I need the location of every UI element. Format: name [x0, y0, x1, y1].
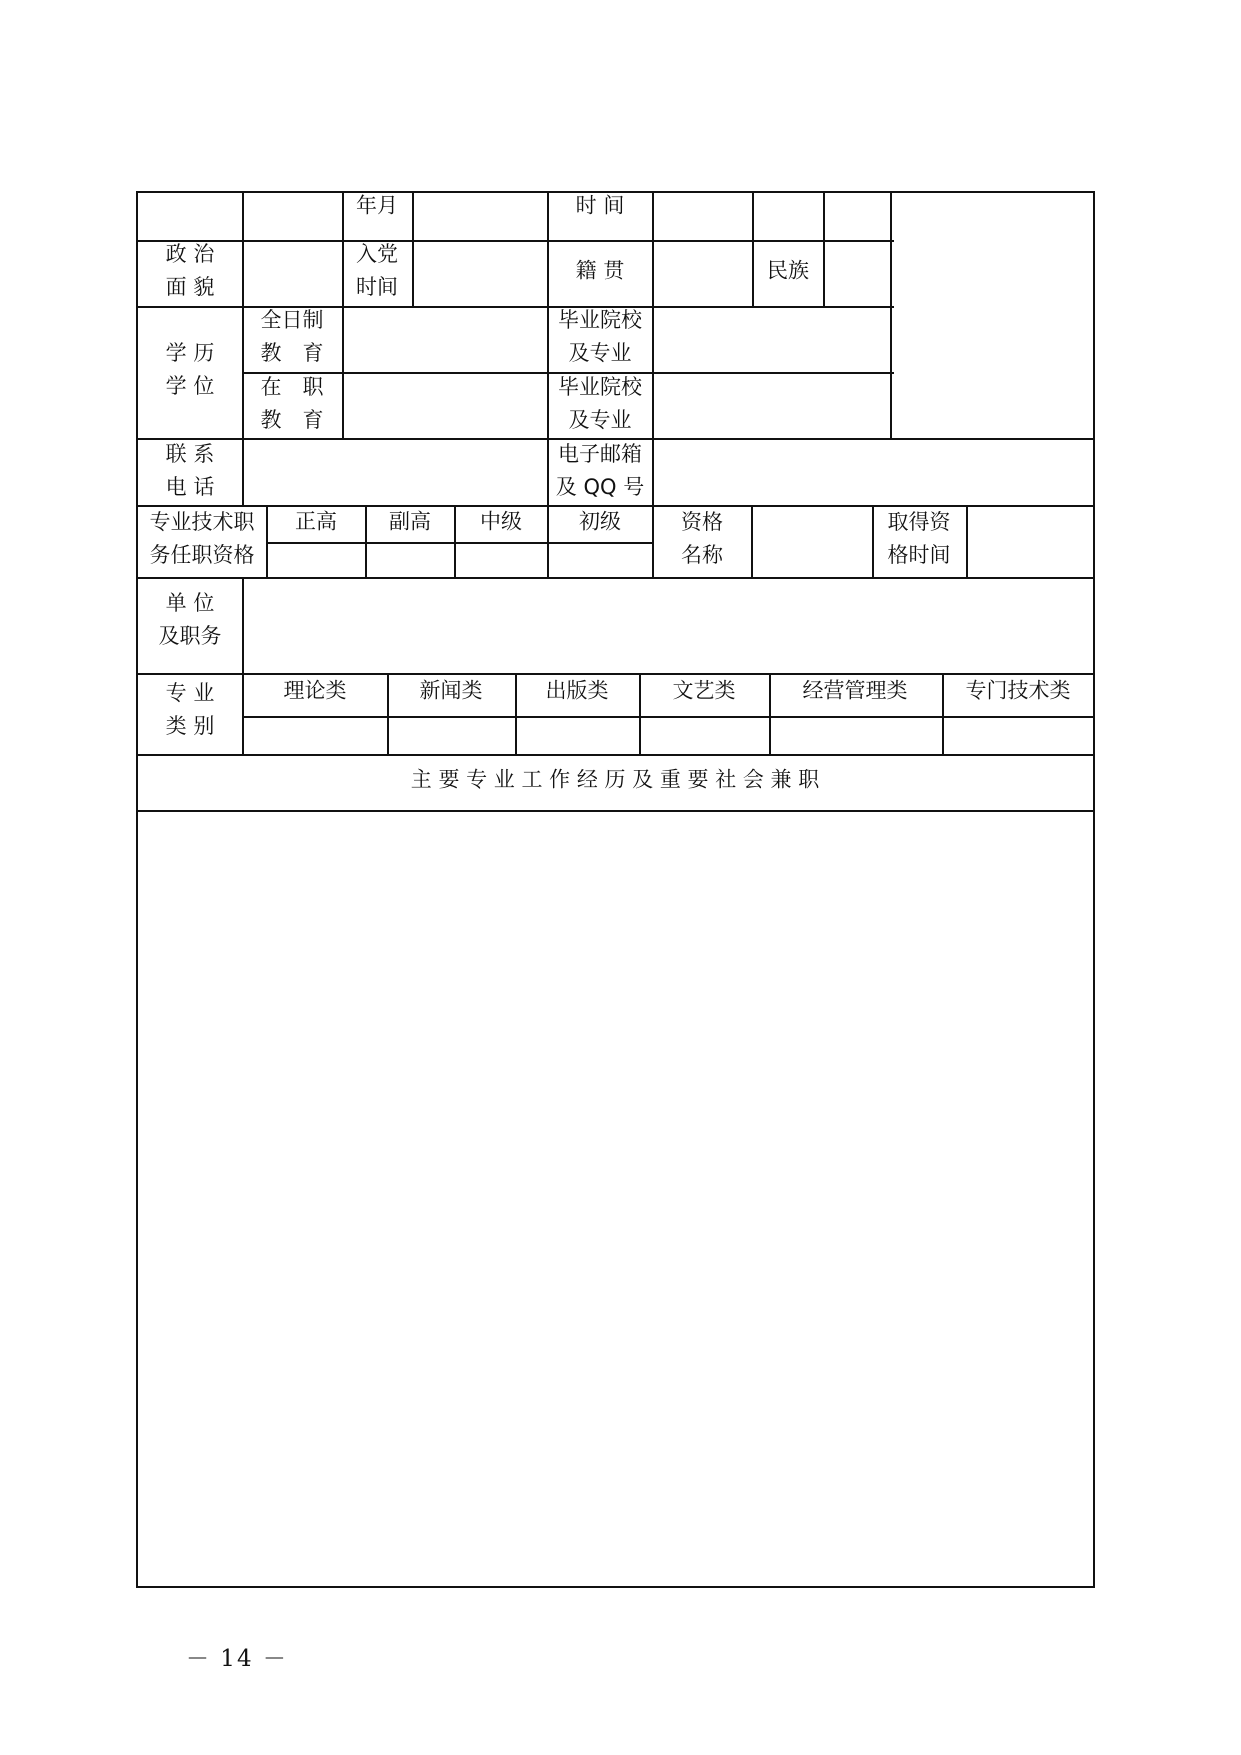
category-management: 经营管理类: [802, 678, 908, 703]
col-line: [751, 505, 753, 577]
category-news: 新闻类: [419, 678, 483, 703]
category-technical: 专门技术类: [965, 678, 1071, 703]
col-line: [652, 191, 654, 506]
level-associate: 副高: [389, 509, 431, 534]
row-line: [136, 306, 894, 308]
col-line: [365, 505, 367, 577]
category-arts: 文艺类: [672, 678, 736, 703]
col-line: [242, 577, 244, 673]
unit-position-label: 单 位 及职务: [158, 591, 222, 648]
education-degree-label: 学 历 学 位: [165, 341, 215, 398]
col-line: [242, 673, 244, 754]
col-line: [639, 673, 641, 754]
political-status-label: 政 治 面 貌: [165, 242, 215, 299]
col-line: [266, 505, 268, 577]
col-line: [342, 191, 344, 306]
col-line: [515, 673, 517, 754]
obtain-time-label: 取得资 格时间: [887, 510, 951, 567]
row-line: [136, 577, 1095, 579]
col-line: [652, 505, 654, 577]
experience-header: 主 要 专 业 工 作 经 历 及 重 要 社 会 兼 职: [410, 767, 820, 792]
phone-label: 联 系 电 话: [165, 442, 215, 499]
row-line: [266, 542, 653, 544]
col-line: [547, 191, 549, 506]
level-intermediate: 中级: [480, 509, 522, 534]
row-line: [136, 754, 1095, 756]
col-line: [752, 191, 754, 306]
row-line: [136, 673, 1095, 675]
row-line: [243, 716, 1095, 718]
native-place-label: 籍 贯: [575, 258, 625, 283]
col-line: [242, 191, 244, 505]
category-publishing: 出版类: [545, 678, 609, 703]
col-line: [872, 505, 874, 577]
join-party-time-label: 入党 时间: [356, 242, 398, 299]
level-senior: 正高: [295, 509, 337, 534]
inservice-education-label: 在 职 教 育: [260, 375, 324, 432]
year-month-label: 年月: [356, 193, 398, 218]
col-line: [966, 505, 968, 577]
row-line: [136, 810, 1095, 812]
level-junior: 初级: [579, 509, 621, 534]
col-line: [387, 673, 389, 754]
col-line: [823, 191, 825, 306]
qualification-name-label: 资格 名称: [681, 510, 723, 567]
col-line: [454, 505, 456, 577]
col-line: [769, 673, 771, 754]
ethnicity-label: 民族: [767, 258, 809, 283]
col-line: [412, 191, 414, 306]
col-line: [942, 673, 944, 754]
fulltime-education-label: 全日制 教 育: [260, 308, 324, 365]
email-qq-label: 电子邮箱 及 QQ 号: [555, 442, 645, 499]
category-theory: 理论类: [283, 678, 347, 703]
col-line: [890, 191, 892, 438]
school-major-label: 毕业院校 及专业: [558, 375, 642, 432]
time-label: 时 间: [575, 193, 625, 218]
category-label: 专 业 类 别: [165, 681, 215, 738]
school-major-label: 毕业院校 及专业: [558, 308, 642, 365]
title-qualification-label: 专业技术职 务任职资格: [149, 510, 255, 567]
row-line: [136, 240, 894, 242]
col-line: [342, 306, 344, 438]
col-line: [547, 505, 549, 577]
page-number: － 14 －: [186, 1646, 288, 1672]
